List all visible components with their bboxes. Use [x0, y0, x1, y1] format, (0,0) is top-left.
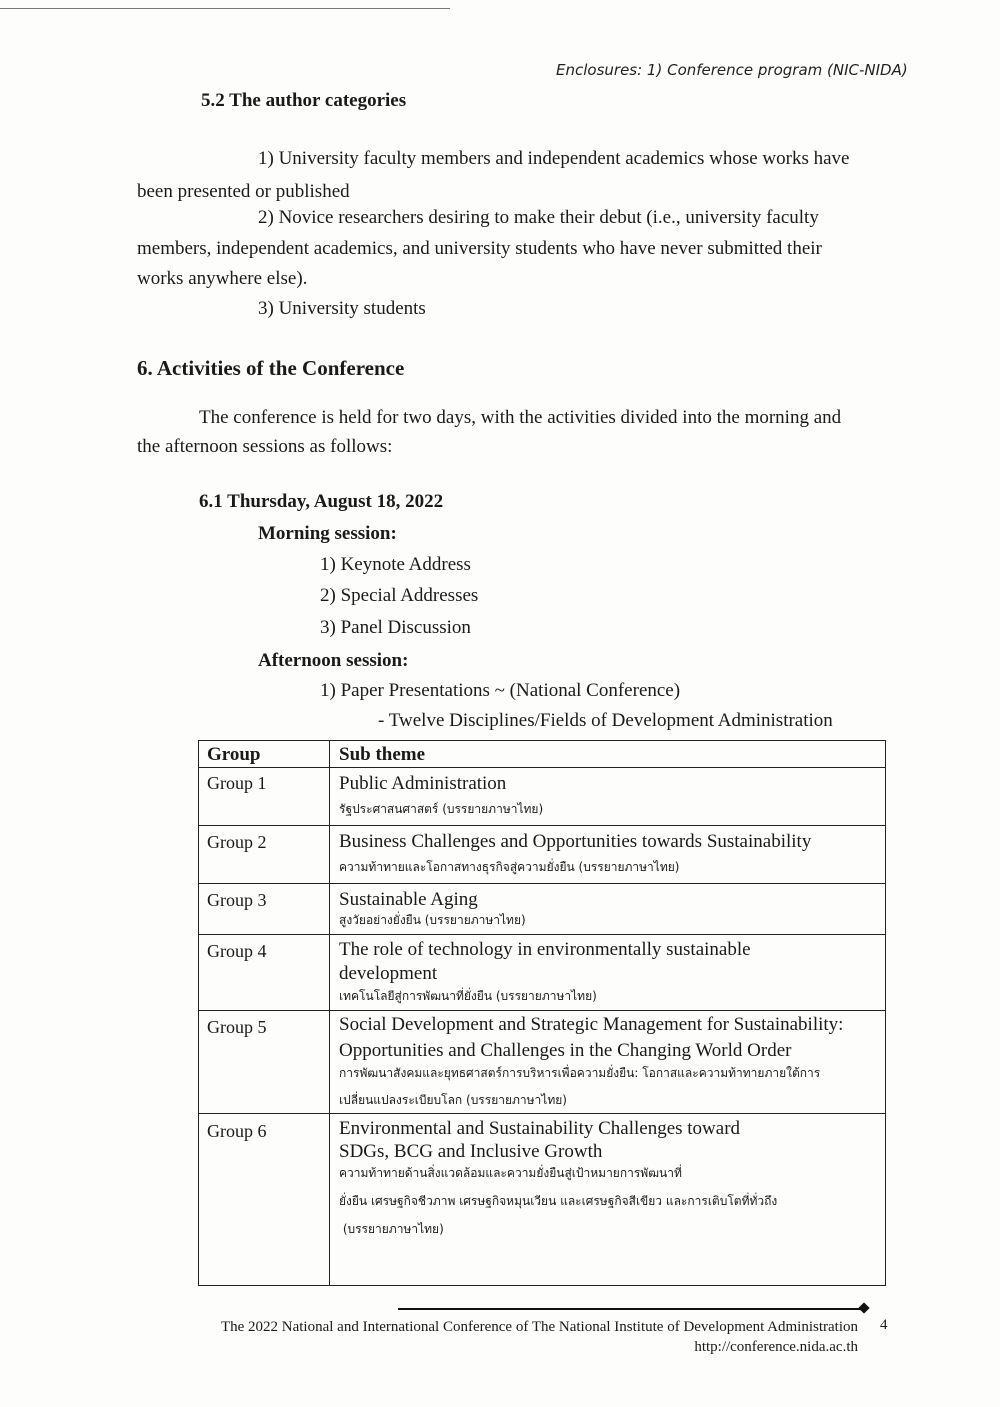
sub-theme-thai-line-1: ความท้าทายด้านสิ่งแวดล้อมและความยั่งยืนสู่เป้าหมายการพัฒนาที่	[339, 1166, 682, 1180]
sub-theme-english-line-2: Opportunities and Challenges in the Changing World Order	[339, 1040, 792, 1061]
table-header-divider	[199, 767, 885, 768]
author-category-2-line-1: 2) Novice researchers desiring to make their debut (i.e., university faculty	[258, 207, 819, 228]
table-row-divider	[199, 934, 885, 935]
page-number: 4	[880, 1317, 888, 1333]
footer-rule	[398, 1308, 864, 1310]
sub-theme-english-line-1: Social Development and Strategic Management for Sustainability:	[339, 1014, 844, 1035]
sub-theme-table	[198, 740, 886, 1286]
group-label: Group 2	[207, 832, 267, 852]
group-label: Group 5	[207, 1017, 267, 1037]
author-category-3: 3) University students	[258, 298, 426, 319]
day-1-title: 6.1 Thursday, August 18, 2022	[199, 491, 444, 512]
group-label: Group 4	[207, 941, 267, 961]
table-row-divider	[199, 1113, 885, 1114]
table-row-divider	[199, 825, 885, 826]
sub-theme-thai-line-3: (บรรยายภาษาไทย)	[339, 1222, 444, 1236]
footer-url: http://conference.nida.ac.th	[694, 1339, 858, 1355]
morning-item-1: 1) Keynote Address	[320, 554, 471, 575]
activities-intro-line-2: the afternoon sessions as follows:	[137, 436, 393, 457]
author-category-1-line-2: been presented or published	[137, 181, 350, 202]
group-label: Group 6	[207, 1121, 267, 1141]
table-row-divider	[199, 1010, 885, 1011]
section-6-title: 6. Activities of the Conference	[137, 356, 405, 380]
sub-theme-thai: เทคโนโลยีสู่การพัฒนาที่ยั่งยืน (บรรยายภาษาไทย)	[339, 989, 597, 1003]
scan-artifact-line	[0, 8, 450, 9]
sub-theme-thai-line-1: การพัฒนาสังคมและยุทธศาสตร์การบริหารเพื่อความยั่งยืน: โอกาสและความท้าทายภายใต้การ	[339, 1066, 821, 1080]
sub-theme-english-line-2: development	[339, 963, 438, 984]
footer-diamond-icon	[858, 1302, 869, 1313]
activities-intro-line-1: The conference is held for two days, with the activities divided into the morning and	[199, 407, 842, 428]
footer-conference-name: The 2022 National and International Conference of The National Institute of Development Administration	[220, 1319, 858, 1335]
sub-theme-english: Business Challenges and Opportunities towards Sustainability	[339, 831, 812, 852]
afternoon-session-label: Afternoon session:	[258, 650, 409, 671]
author-category-1-line-1: 1) University faculty members and independent academics whose works have	[258, 148, 850, 169]
group-label: Group 3	[207, 890, 267, 910]
afternoon-item-1: 1) Paper Presentations ~ (National Conference)	[320, 680, 681, 701]
table-column-divider	[329, 741, 330, 1285]
table-header-sub-theme: Sub theme	[339, 744, 426, 765]
group-label: Group 1	[207, 773, 267, 793]
sub-theme-english: Public Administration	[339, 773, 507, 794]
sub-theme-thai: ความท้าทายและโอกาสทางธุรกิจสู่ความยั่งยืน (บรรยายภาษาไทย)	[339, 860, 680, 874]
table-row-divider	[199, 883, 885, 884]
sub-theme-english-line-1: Environmental and Sustainability Challenges toward	[339, 1118, 741, 1139]
morning-session-label: Morning session:	[258, 523, 397, 544]
author-category-2-line-2: members, independent academics, and university students who have never submitted their	[137, 238, 822, 259]
author-category-2-line-3: works anywhere else).	[137, 268, 308, 289]
sub-theme-english-line-2: SDGs, BCG and Inclusive Growth	[339, 1141, 603, 1162]
sub-theme-english-line-1: The role of technology in environmentally sustainable	[339, 939, 751, 960]
sub-theme-thai: รัฐประศาสนศาสตร์ (บรรยายภาษาไทย)	[339, 802, 544, 816]
afternoon-sub-item: - Twelve Disciplines/Fields of Development Administration	[378, 710, 833, 731]
morning-item-3: 3) Panel Discussion	[320, 617, 471, 638]
enclosure-note: Enclosures: 1) Conference program (NIC-NIDA)	[556, 61, 908, 79]
morning-item-2: 2) Special Addresses	[320, 585, 479, 606]
sub-theme-thai-line-2: ยั่งยืน เศรษฐกิจชีวภาพ เศรษฐกิจหมุนเวียน และเศรษฐกิจสีเขียว และการเติบโตที่ทั่วถึง	[339, 1194, 778, 1208]
table-header-group: Group	[207, 744, 261, 765]
sub-theme-thai-line-2: เปลี่ยนแปลงระเบียบโลก (บรรยายภาษาไทย)	[339, 1093, 567, 1107]
sub-theme-english: Sustainable Aging	[339, 889, 478, 910]
sub-theme-thai: สูงวัยอย่างยั่งยืน (บรรยายภาษาไทย)	[339, 913, 526, 927]
section-5-2-title: 5.2 The author categories	[201, 90, 407, 111]
